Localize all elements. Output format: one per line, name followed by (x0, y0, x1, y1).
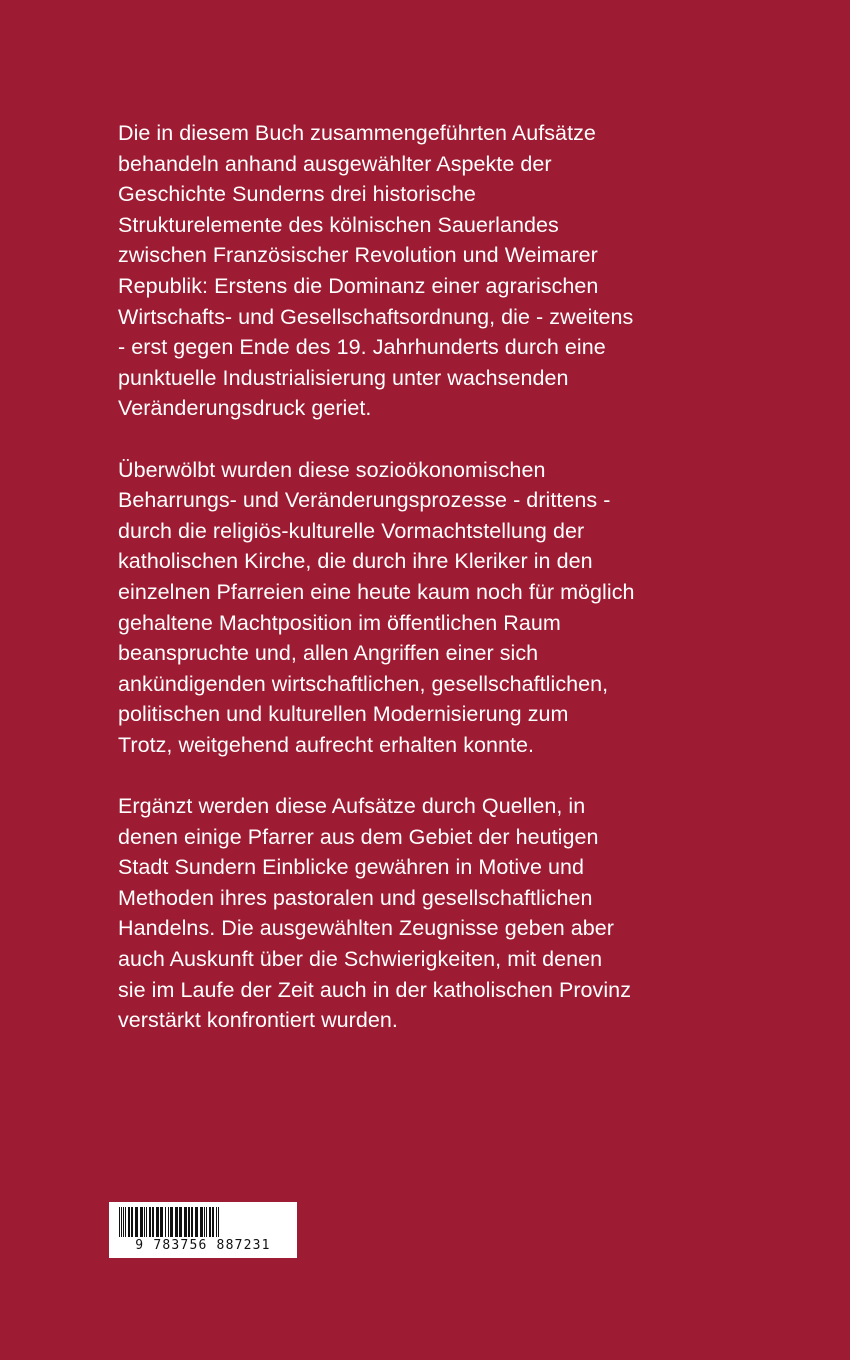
text-line: Stadt Sundern Einblicke gewähren in Motive und (118, 855, 585, 880)
barcode-bar (206, 1207, 207, 1237)
text-line: Überwölbt wurden diese sozioökonomischen (118, 457, 546, 482)
text-line: auch Auskunft über die Schwierigkeiten, mit denen (118, 947, 603, 972)
barcode-bar (170, 1207, 173, 1237)
text-line: Veränderungsdruck geriet. (118, 396, 372, 421)
barcode-bar (195, 1207, 198, 1237)
text-line: - erst gegen Ende des 19. Jahrhunderts durch eine (118, 335, 606, 360)
barcode-bar (121, 1207, 122, 1237)
paragraph-3 (118, 791, 718, 1036)
text-line: Die in diesem Buch zusammengeführten Aufsätze (118, 121, 596, 145)
text-line: Methoden ihres pastoralen und gesellschaftlichen (118, 885, 593, 910)
text-line: Geschichte Sunderns drei historische (118, 182, 476, 207)
text-line: behandeln anhand ausgewählter Aspekte der (118, 151, 552, 176)
text-line: denen einige Pfarrer aus dem Gebiet der heutigen (118, 824, 599, 849)
text-line: Trotz, weitgehend aufrecht erhalten konnte. (118, 732, 535, 757)
text-line: Ergänzt werden diese Aufsätze durch Quellen, in (118, 794, 586, 819)
barcode-bar (146, 1207, 147, 1237)
barcode-bar (204, 1207, 205, 1237)
barcode-bar (149, 1207, 151, 1237)
barcode-bar (200, 1207, 203, 1237)
barcode-bar (218, 1207, 219, 1237)
text-line: einzelnen Pfarreien eine heute kaum noch für möglich (118, 579, 635, 604)
barcode-bar (212, 1207, 214, 1237)
barcode-bar (216, 1207, 217, 1237)
isbn-barcode (109, 1202, 297, 1258)
barcode-bar (131, 1207, 133, 1237)
text-line: katholischen Kirche, die durch ihre Kleriker in den (118, 549, 593, 574)
text-line: ankündigenden wirtschaftlichen, gesellschaftlichen, (118, 671, 609, 696)
text-line: politischen und kulturellen Modernisierung zum (118, 702, 569, 727)
text-line: durch die religiös-kulturelle Vormachtstellung der (118, 518, 585, 543)
text-line: punktuelle Industrialisierung unter wachsenden (118, 365, 569, 390)
blurb-text (118, 118, 718, 1066)
text-line: Strukturelemente des kölnischen Sauerlandes (118, 212, 559, 237)
barcode-bar (168, 1207, 169, 1237)
text-line: verstärkt konfrontiert wurden. (118, 1008, 398, 1033)
text-line: Beharrungs- und Veränderungsprozesse - drittens - (118, 488, 611, 513)
barcode-bar (152, 1207, 154, 1237)
barcode-bar (191, 1207, 193, 1237)
barcode-bar (140, 1207, 143, 1237)
text-line: Wirtschafts- und Gesellschaftsordnung, die - zweitens (118, 304, 634, 329)
barcode-bar (128, 1207, 130, 1237)
barcode-bar (209, 1207, 211, 1237)
text-line: Republik: Erstens die Dominanz einer agrarischen (118, 273, 599, 298)
barcode-bar (179, 1207, 182, 1237)
barcode-bar (119, 1207, 120, 1237)
isbn-number: 9 783756 887231 (135, 1238, 271, 1253)
paragraph-2 (118, 455, 718, 761)
barcode-bars (119, 1207, 287, 1237)
barcode-bar (156, 1207, 159, 1237)
barcode-bar (184, 1207, 187, 1237)
barcode-bar (160, 1207, 163, 1237)
barcode-bar (175, 1207, 178, 1237)
barcode-bar (188, 1207, 190, 1237)
barcode-bar (123, 1207, 124, 1237)
barcode-bar (125, 1207, 126, 1237)
text-line: beanspruchte und, allen Angriffen einer sich (118, 641, 539, 666)
barcode-bar (165, 1207, 166, 1237)
barcode-bar (135, 1207, 138, 1237)
text-line: gehaltene Machtposition im öffentlichen Raum (118, 610, 561, 635)
paragraph-1 (118, 118, 718, 424)
text-line: sie im Laufe der Zeit auch in der katholischen Provinz (118, 977, 631, 1002)
barcode-bar (144, 1207, 145, 1237)
text-line: Handelns. Die ausgewählten Zeugnisse geben aber (118, 916, 614, 941)
text-line: zwischen Französischer Revolution und Weimarer (118, 243, 598, 268)
